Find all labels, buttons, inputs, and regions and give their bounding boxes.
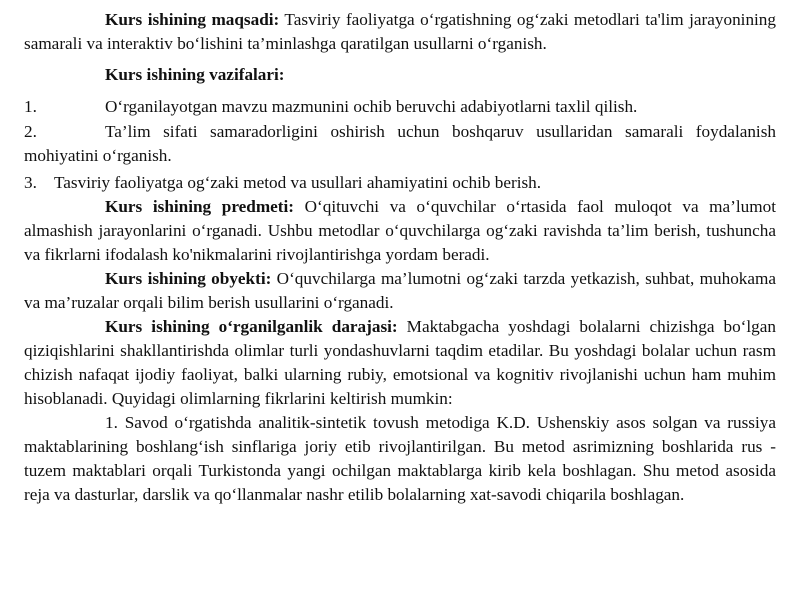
goal-text: Tasviriy faoliyatga o‘rgatishning og‘zaki metodlari ta'lim jarayonining samarali va interaktiv bo‘lishini ta’minlashga qaratilgan usullarni o‘rganish. [24,10,776,53]
study-level-paragraph [24,315,776,411]
task-text: Ta’lim sifati samaradorligini oshirish uchun boshqaruv usullaridan samarali foydalanish mohiyatini o‘rganish. [24,122,776,165]
study-level-label: Kurs ishining o‘rganilganlik darajasi: [105,317,398,336]
task-item-3 [24,171,776,195]
task-item-2 [24,120,776,168]
task-item-1 [24,95,776,119]
subject-text: O‘qituvchi va o‘quvchilar o‘rtasida faol muloqot va ma’lumot almashish jarayonlarini o‘rganadi. Ushbu metodlar o‘quvchilarga og‘zaki ravishda ta’lim berish, tushuncha va fikrlarni ifodalash ko'nikmalarini rivojlantirishga yordam beradi. [24,197,777,264]
goal-label: Kurs ishining maqsadi: [105,10,280,29]
task-number: 1. [24,97,37,116]
object-paragraph [24,267,776,315]
tasks-heading: Kurs ishining vazifalari: [105,65,285,84]
literacy-method-paragraph: 1. Savod o‘rgatishda analitik-sintetik tovush metodiga K.D. Ushenskiy asos solgan va russiya maktablarining boshlang‘ish sinflariga joriy etib rivojlantirilgan. Bu metod asrimizning boshlarida rus -tuzem maktablari orqali Turkistonda yangi ochilgan maktablarga kirib kela boshlagan. Shu metod asosida reja va dasturlar, darslik va qo‘llanmalar nashr etilib bolalarning xat-savodi chiqarila boshlagan. [24,413,776,504]
task-number: 3. [24,173,37,192]
study-level-text: Maktabgacha yoshdagi bolalarni chizishga bo‘lgan qiziqishlarini shakllantirishda olimlar turli yondashuvlarni taqdim etadilar. Bu yoshdagi bolalar uchun rasm chizish nafaqat ijodiy faoliyat, balki ularning rubiy, emotsional va kognitiv rivojlanishi uchun ham muhim hisoblanadi. Quyidagi olimlarning fikrlarini keltirish mumkin: [24,317,776,408]
document-page [24,8,776,507]
object-label: Kurs ishining obyekti: [105,269,272,288]
task-text: Tasviriy faoliyatga og‘zaki metod va usullari ahamiyatini ochib berish. [54,173,542,192]
goal-paragraph [24,8,776,56]
task-text: O‘rganilayotgan mavzu mazmunini ochib beruvchi adabiyotlarni taxlil qilish. [105,97,638,116]
object-text: O‘quvchilarga ma’lumotni og‘zaki tarzda yetkazish, suhbat, muhokama va ma’ruzalar orqali bilim berish usullarini o‘rganadi. [24,269,777,312]
subject-paragraph [24,195,776,267]
subject-label: Kurs ishining predmeti: [105,197,294,216]
task-number: 2. [24,122,37,141]
